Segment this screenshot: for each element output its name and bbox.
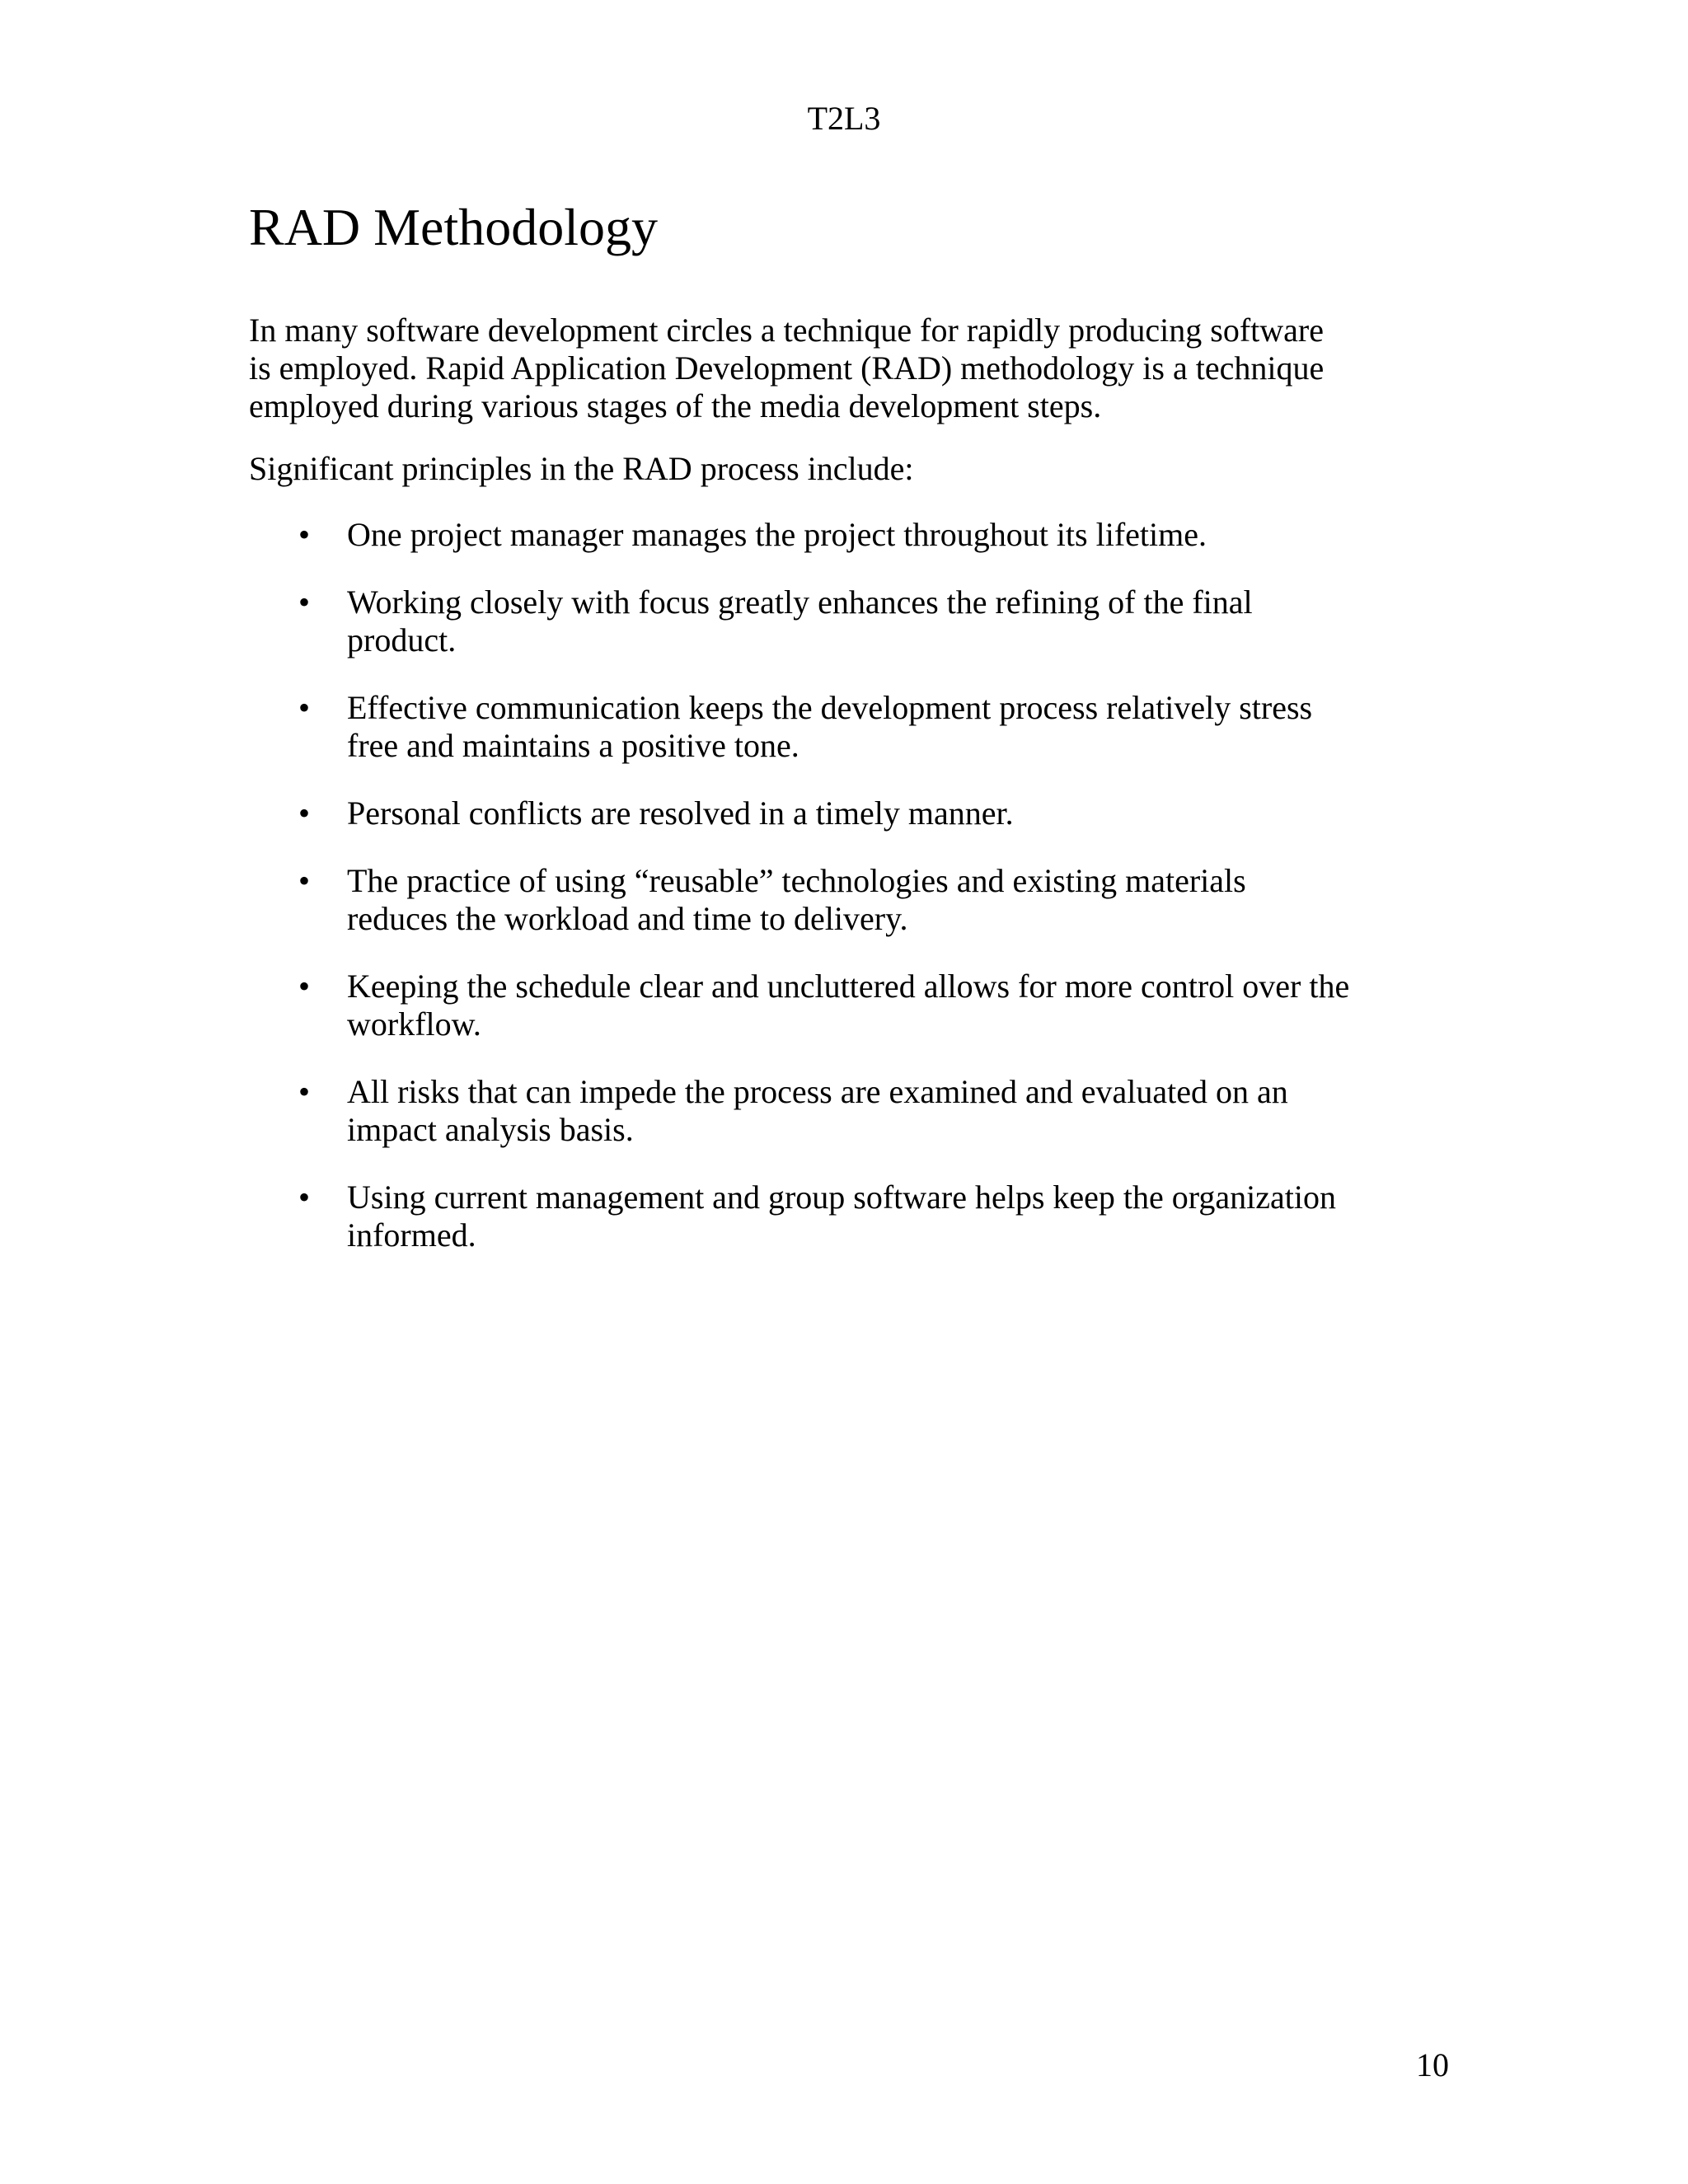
list-item-text: The practice of using “reusable” technologies and existing materials reduces the workload and time to delivery. <box>347 862 1246 937</box>
list-item <box>249 689 1353 765</box>
page-number: 10 <box>1416 2046 1449 2083</box>
page-content <box>249 194 1353 1284</box>
list-item <box>249 583 1353 659</box>
list-item-text: Personal conflicts are resolved in a timely manner. <box>347 794 1014 832</box>
bullet-icon: • <box>298 583 311 621</box>
list-item-text: Effective communication keeps the development process relatively stress free and maintains a positive tone. <box>347 689 1313 764</box>
principles-lead: Significant principles in the RAD process include: <box>249 450 914 487</box>
list-item <box>249 1179 1353 1254</box>
list-item-text: Using current management and group software helps keep the organization informed. <box>347 1179 1336 1254</box>
list-item <box>249 516 1353 554</box>
list-item-text: One project manager manages the project throughout its lifetime. <box>347 516 1207 553</box>
bullet-icon: • <box>298 1073 311 1110</box>
bullet-icon: • <box>298 794 311 832</box>
bullet-icon: • <box>298 689 311 726</box>
page-title: RAD Methodology <box>249 198 658 256</box>
bullet-icon: • <box>298 516 311 553</box>
principles-list <box>249 516 1353 1254</box>
bullet-icon: • <box>298 968 311 1005</box>
bullet-icon: • <box>298 862 311 899</box>
list-item <box>249 1073 1353 1149</box>
list-item-text: Keeping the schedule clear and uncluttered allows for more control over the workflow. <box>347 968 1350 1043</box>
bullet-icon: • <box>298 1179 311 1216</box>
list-item <box>249 862 1353 938</box>
running-header: T2L3 <box>807 100 881 137</box>
list-item <box>249 968 1353 1043</box>
list-item-text: Working closely with focus greatly enhances the refining of the final product. <box>347 583 1253 658</box>
list-item <box>249 794 1353 832</box>
intro-paragraph: In many software development circles a technique for rapidly producing software is employed. Rapid Application Development (RAD) methodology is a technique employed during various stages of the media development steps. <box>249 312 1325 424</box>
list-item-text: All risks that can impede the process are examined and evaluated on an impact analysis basis. <box>347 1073 1288 1148</box>
